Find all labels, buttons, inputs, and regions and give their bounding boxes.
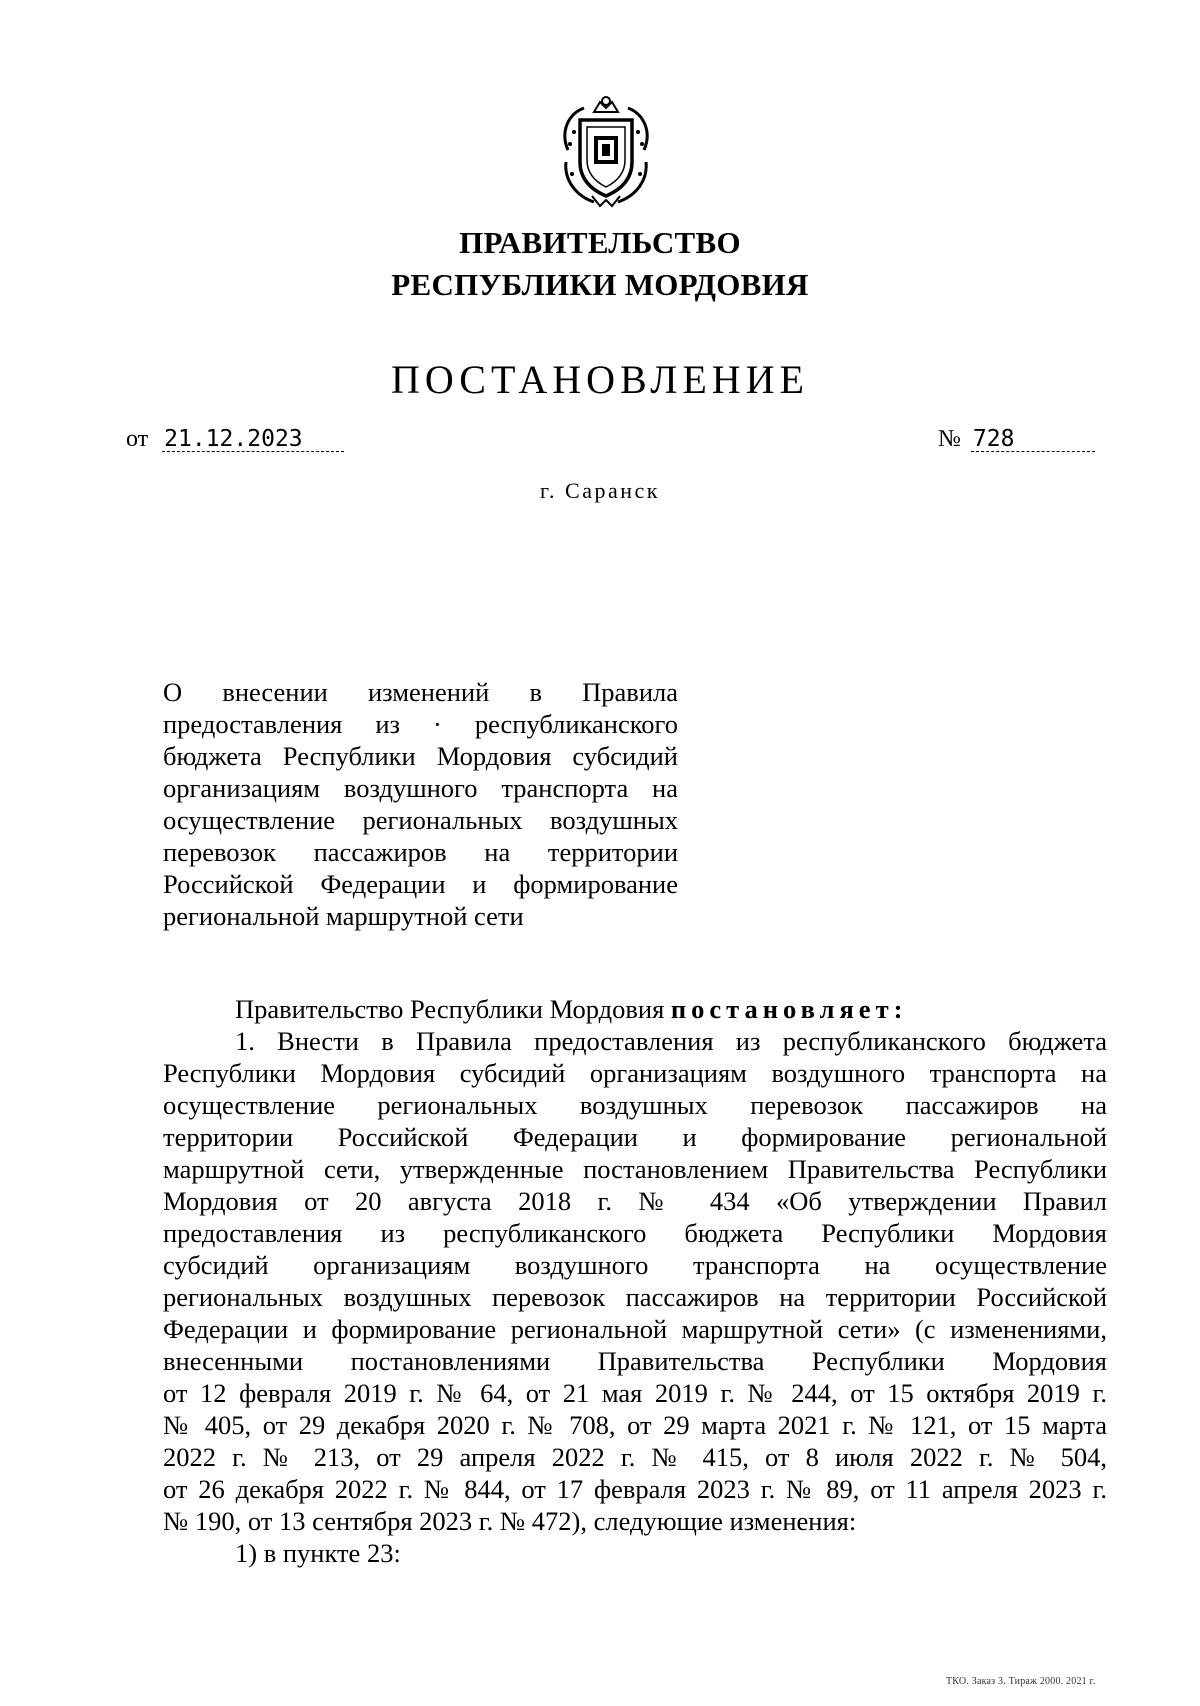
intro-text: Правительство Республики Мордовия <box>235 994 665 1024</box>
body-line: от 26 декабря 2022 г. № 844, от 17 февраля 2023 г. № 89, от 11 апреля 2023 г. <box>163 1474 1107 1504</box>
document-subject <box>163 676 678 932</box>
body-line: маршрутной сети, утвержденные постановлением Правительства Республики <box>163 1154 1107 1184</box>
subject-line: осуществление региональных воздушных <box>163 805 678 835</box>
subject-line: предоставления из · республиканского <box>163 709 678 739</box>
body-line: региональных воздушных перевозок пассажиров на территории Российской <box>163 1282 1107 1312</box>
intro-action: постановляет: <box>670 994 908 1024</box>
date-value: 21.12.2023 <box>162 427 344 452</box>
body-line: 1. Внести в Правила предоставления из республиканского бюджета <box>235 1026 1107 1056</box>
document-body <box>163 993 1107 1569</box>
date-field <box>126 426 344 453</box>
body-line: осуществление региональных воздушных перевозок пассажиров на <box>163 1090 1107 1120</box>
number-field <box>938 426 1095 453</box>
subject-line: организациям воздушного транспорта на <box>163 773 678 803</box>
subject-line: О внесении изменений в Правила <box>163 677 678 707</box>
subitem-line: 1) в пункте 23: <box>235 1538 401 1568</box>
document-type-title: ПОСТАНОВЛЕНИЕ <box>391 357 809 402</box>
body-line: внесенными постановлениями Правительства Республики Мордовия <box>163 1346 1107 1376</box>
print-info-footer: ТКО. Заказ 3. Тираж 2000. 2021 г. <box>946 1676 1096 1687</box>
date-prefix: от <box>126 426 149 452</box>
body-line: субсидий организациям воздушного транспорта на осуществление <box>163 1250 1107 1280</box>
subject-line: бюджета Республики Мордовия субсидий <box>163 741 678 771</box>
body-line: предоставления из республиканского бюджета Республики Мордовия <box>163 1218 1107 1248</box>
number-prefix: № <box>938 426 961 452</box>
org-name-line2: РЕСПУБЛИКИ МОРДОВИЯ <box>391 267 809 302</box>
coat-of-arms-icon <box>550 92 662 212</box>
intro-paragraph <box>163 993 1107 1025</box>
city-label: г. Саранск <box>540 478 660 503</box>
subject-line: региональной маршрутной сети <box>163 901 524 931</box>
body-line: территории Российской Федерации и формирование региональной <box>163 1122 1107 1152</box>
body-line: Федерации и формирование региональной маршрутной сети» (с изменениями, <box>163 1314 1107 1344</box>
org-name-line1: ПРАВИТЕЛЬСТВО <box>459 225 741 260</box>
subject-line: перевозок пассажиров на территории <box>163 837 678 867</box>
body-line: № 405, от 29 декабря 2020 г. № 708, от 29 марта 2021 г. № 121, от 15 марта <box>163 1410 1107 1440</box>
body-line: № 190, от 13 сентября 2023 г. № 472), следующие изменения: <box>163 1506 857 1536</box>
subject-line: Российской Федерации и формирование <box>163 869 678 899</box>
number-value: 728 <box>971 427 1095 452</box>
body-line: Республики Мордовия субсидий организациям воздушного транспорта на <box>163 1058 1107 1088</box>
body-line: Мордовия от 20 августа 2018 г. № 434 «Об утверждении Правил <box>163 1186 1107 1216</box>
body-line: от 12 февраля 2019 г. № 64, от 21 мая 2019 г. № 244, от 15 октября 2019 г. <box>163 1378 1107 1408</box>
body-line: 2022 г. № 213, от 29 апреля 2022 г. № 415, от 8 июля 2022 г. № 504, <box>163 1442 1107 1472</box>
